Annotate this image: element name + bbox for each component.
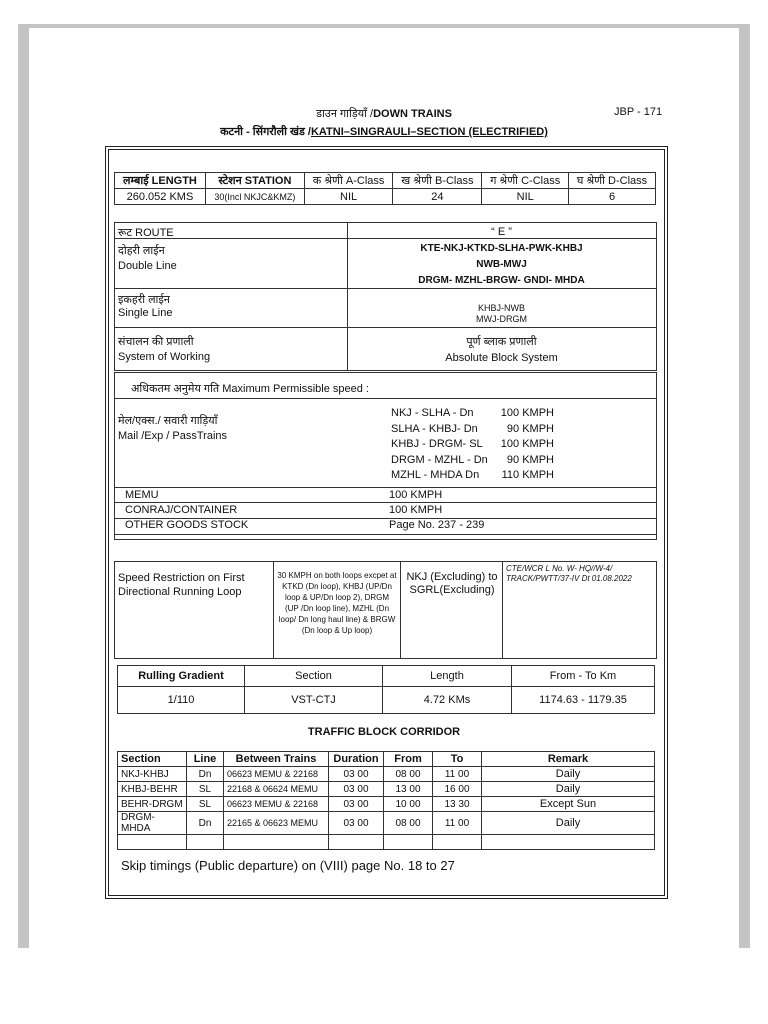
single-line-route-1: KHBJ-NWB — [478, 303, 525, 313]
speed-restriction-box — [114, 561, 657, 659]
empty-cell — [384, 835, 433, 850]
single-line-label: Single Line — [118, 307, 173, 319]
mail-speed-section: KHBJ - DRGM- SL — [391, 438, 483, 450]
speed-line-1 — [115, 398, 656, 399]
sr-divider-2 — [400, 562, 401, 658]
header-station: स्टेशन STATION — [205, 173, 304, 189]
speed-line-2 — [115, 487, 656, 488]
route-box — [114, 222, 657, 371]
value-d-class: 6 — [569, 189, 656, 205]
cell-between-trains: 06623 MEMU & 22168 — [224, 767, 329, 782]
cell-remark: Except Sun — [482, 797, 655, 812]
empty-cell — [433, 835, 482, 850]
col-remark: Remark — [482, 752, 655, 767]
double-line-label-hindi: दोहरी लाईन — [118, 245, 165, 257]
cell-duration: 03 00 — [329, 797, 384, 812]
scan-border-left — [18, 24, 29, 948]
cell-between-trains: 06623 MEMU & 22168 — [224, 797, 329, 812]
from-to-value: 1174.63 - 1179.35 — [512, 687, 655, 714]
memu-label: MEMU — [125, 489, 159, 501]
col-between-trains: Between Trains — [224, 752, 329, 767]
double-line-label: Double Line — [118, 260, 177, 272]
sr-range: NKJ (Excluding) to SGRL(Excluding) — [406, 571, 498, 596]
mail-speed-value: 110 KMPH — [501, 469, 554, 481]
title-hindi: डाउन गाड़ियाँ / — [316, 108, 374, 120]
empty-row — [118, 835, 655, 850]
scan-border-right — [739, 24, 750, 948]
header-a-class: क श्रेणी A-Class — [304, 173, 392, 189]
double-line-route-1: KTE-NKJ-KTKD-SLHA-PWK-KHBJ — [420, 243, 583, 254]
cell-between-trains: 22168 & 06624 MEMU — [224, 782, 329, 797]
cell-from: 08 00 — [384, 767, 433, 782]
corridor-table — [117, 751, 655, 850]
mail-speed-section: NKJ - SLHA - Dn — [391, 407, 474, 419]
sr-label: Speed Restriction on First Directional Running Loop — [118, 572, 245, 598]
mail-speed-value: 100 KMPH — [500, 438, 554, 450]
sr-authority: CTE/WCR L No. W- HQ//W-4/ TRACK/PWTT/37-IV Dt 01.08.2022 — [506, 564, 632, 583]
mail-label: Mail /Exp / PassTrains — [118, 430, 228, 442]
table-row — [118, 812, 655, 835]
cell-section: KHBJ-BEHR — [118, 782, 187, 797]
gradient-value: 1/110 — [118, 687, 245, 714]
col-line: Line — [187, 752, 224, 767]
route-line-2 — [115, 288, 656, 289]
cell-duration: 03 00 — [329, 812, 384, 835]
value-a-class: NIL — [304, 189, 392, 205]
cell-line: Dn — [187, 767, 224, 782]
section-value: VST-CTJ — [245, 687, 383, 714]
working-value-hindi: पूर्ण ब्लाक प्रणाली — [466, 336, 537, 348]
single-line-label-hindi: इकहरी लाईन — [118, 294, 170, 306]
speed-box — [114, 372, 657, 540]
section-header: Section — [245, 666, 383, 687]
section-title — [0, 124, 768, 139]
cell-to: 13 30 — [433, 797, 482, 812]
length-value: 4.72 KMs — [383, 687, 512, 714]
empty-cell — [482, 835, 655, 850]
cell-between-trains: 22165 & 06623 MEMU — [224, 812, 329, 835]
from-to-header: From - To Km — [512, 666, 655, 687]
route-label: रूट ROUTE — [118, 227, 174, 239]
speed-line-3 — [115, 502, 656, 503]
route-value: “ E ” — [491, 226, 512, 238]
empty-cell — [329, 835, 384, 850]
gradient-header: Rulling Gradient — [118, 666, 245, 687]
value-station: 30(Incl NKJC&KMZ) — [205, 189, 304, 205]
mail-speed-sections — [391, 406, 488, 484]
cell-from: 13 00 — [384, 782, 433, 797]
page-reference: JBP - 171 — [614, 106, 663, 118]
cell-duration: 03 00 — [329, 767, 384, 782]
footer-note: Skip timings (Public departure) on (VIII) page No. 18 to 27 — [121, 858, 455, 873]
cell-duration: 03 00 — [329, 782, 384, 797]
sr-detail: 30 KMPH on both loops excpet at KTKD (Dn loop), KHBJ (UP/Dn loop & UP/Dn loop 2), DRGM (UP /Dn loop line), MZHL (Dn loop/ Dn long haul line) & BRGW (Dn loop & Up loop) — [277, 571, 397, 635]
cell-section: NKJ-KHBJ — [118, 767, 187, 782]
section-hindi: कटनी - सिंगरौली खंड / — [220, 126, 311, 138]
cell-line: Dn — [187, 812, 224, 835]
mail-speed-section: MZHL - MHDA Dn — [391, 469, 480, 481]
col-to: To — [433, 752, 482, 767]
value-b-class: 24 — [393, 189, 482, 205]
cell-remark: Daily — [482, 767, 655, 782]
mail-speed-section: DRGM - MZHL - Dn — [391, 453, 488, 466]
header-b-class: ख श्रेणी B-Class — [393, 173, 482, 189]
working-label-hindi: संचालन की प्रणाली — [118, 336, 194, 348]
cell-line: SL — [187, 782, 224, 797]
memu-value: 100 KMPH — [389, 489, 443, 501]
sr-divider-3 — [502, 562, 503, 658]
mail-speed-value: 90 KMPH — [506, 453, 554, 466]
cell-remark: Daily — [482, 782, 655, 797]
speed-heading: अधिकतम अनुमेय गति Maximum Permissible speed : — [131, 383, 369, 395]
cell-to: 11 00 — [433, 812, 482, 835]
goods-value: Page No. 237 - 239 — [389, 519, 485, 531]
length-header: Length — [383, 666, 512, 687]
value-c-class: NIL — [482, 189, 569, 205]
header-c-class: ग श्रेणी C-Class — [482, 173, 569, 189]
table-row — [118, 797, 655, 812]
double-line-route-2: NWB-MWJ — [476, 259, 527, 270]
table-row — [118, 767, 655, 782]
double-line-route-3: DRGM- MZHL-BRGW- GNDI- MHDA — [418, 275, 585, 286]
route-line-3 — [115, 327, 656, 328]
working-value: Absolute Block System — [445, 352, 558, 364]
empty-cell — [224, 835, 329, 850]
cell-from: 10 00 — [384, 797, 433, 812]
header-length: लम्बाई LENGTH — [115, 173, 206, 189]
container-value: 100 KMPH — [389, 504, 443, 516]
cell-section: BEHR-DRGM — [118, 797, 187, 812]
empty-cell — [118, 835, 187, 850]
cell-from: 08 00 — [384, 812, 433, 835]
speed-line-5 — [115, 534, 656, 535]
goods-label: OTHER GOODS STOCK — [125, 519, 249, 531]
working-label: System of Working — [118, 351, 211, 363]
mail-speed-section: SLHA - KHBJ- Dn — [391, 422, 478, 435]
table-row — [118, 782, 655, 797]
cell-to: 16 00 — [433, 782, 482, 797]
cell-to: 11 00 — [433, 767, 482, 782]
container-label: CONRAJ/CONTAINER — [125, 504, 238, 516]
mail-speed-value: 90 KMPH — [506, 422, 554, 435]
summary-table — [114, 172, 656, 205]
section-english: KATNI–SINGRAULI–SECTION (ELECTRIFIED) — [310, 126, 548, 138]
mail-speed-values — [496, 406, 554, 484]
col-section: Section — [118, 752, 187, 767]
corridor-title: TRAFFIC BLOCK CORRIDOR — [307, 726, 461, 738]
cell-section: DRGM-MHDA — [118, 812, 187, 835]
single-line-route-2: MWJ-DRGM — [476, 314, 527, 324]
empty-cell — [187, 835, 224, 850]
header-d-class: घ श्रेणी D-Class — [569, 173, 656, 189]
title-english: DOWN TRAINS — [373, 108, 452, 120]
cell-remark: Daily — [482, 812, 655, 835]
col-from: From — [384, 752, 433, 767]
col-duration: Duration — [329, 752, 384, 767]
route-line-1 — [115, 238, 656, 239]
value-length: 260.052 KMS — [115, 189, 206, 205]
cell-line: SL — [187, 797, 224, 812]
mail-label-hindi: मेल/एक्स./ सवारी गाड़ियाँ — [118, 415, 218, 427]
mail-speed-value: 100 KMPH — [500, 407, 554, 419]
gradient-table — [117, 665, 655, 714]
